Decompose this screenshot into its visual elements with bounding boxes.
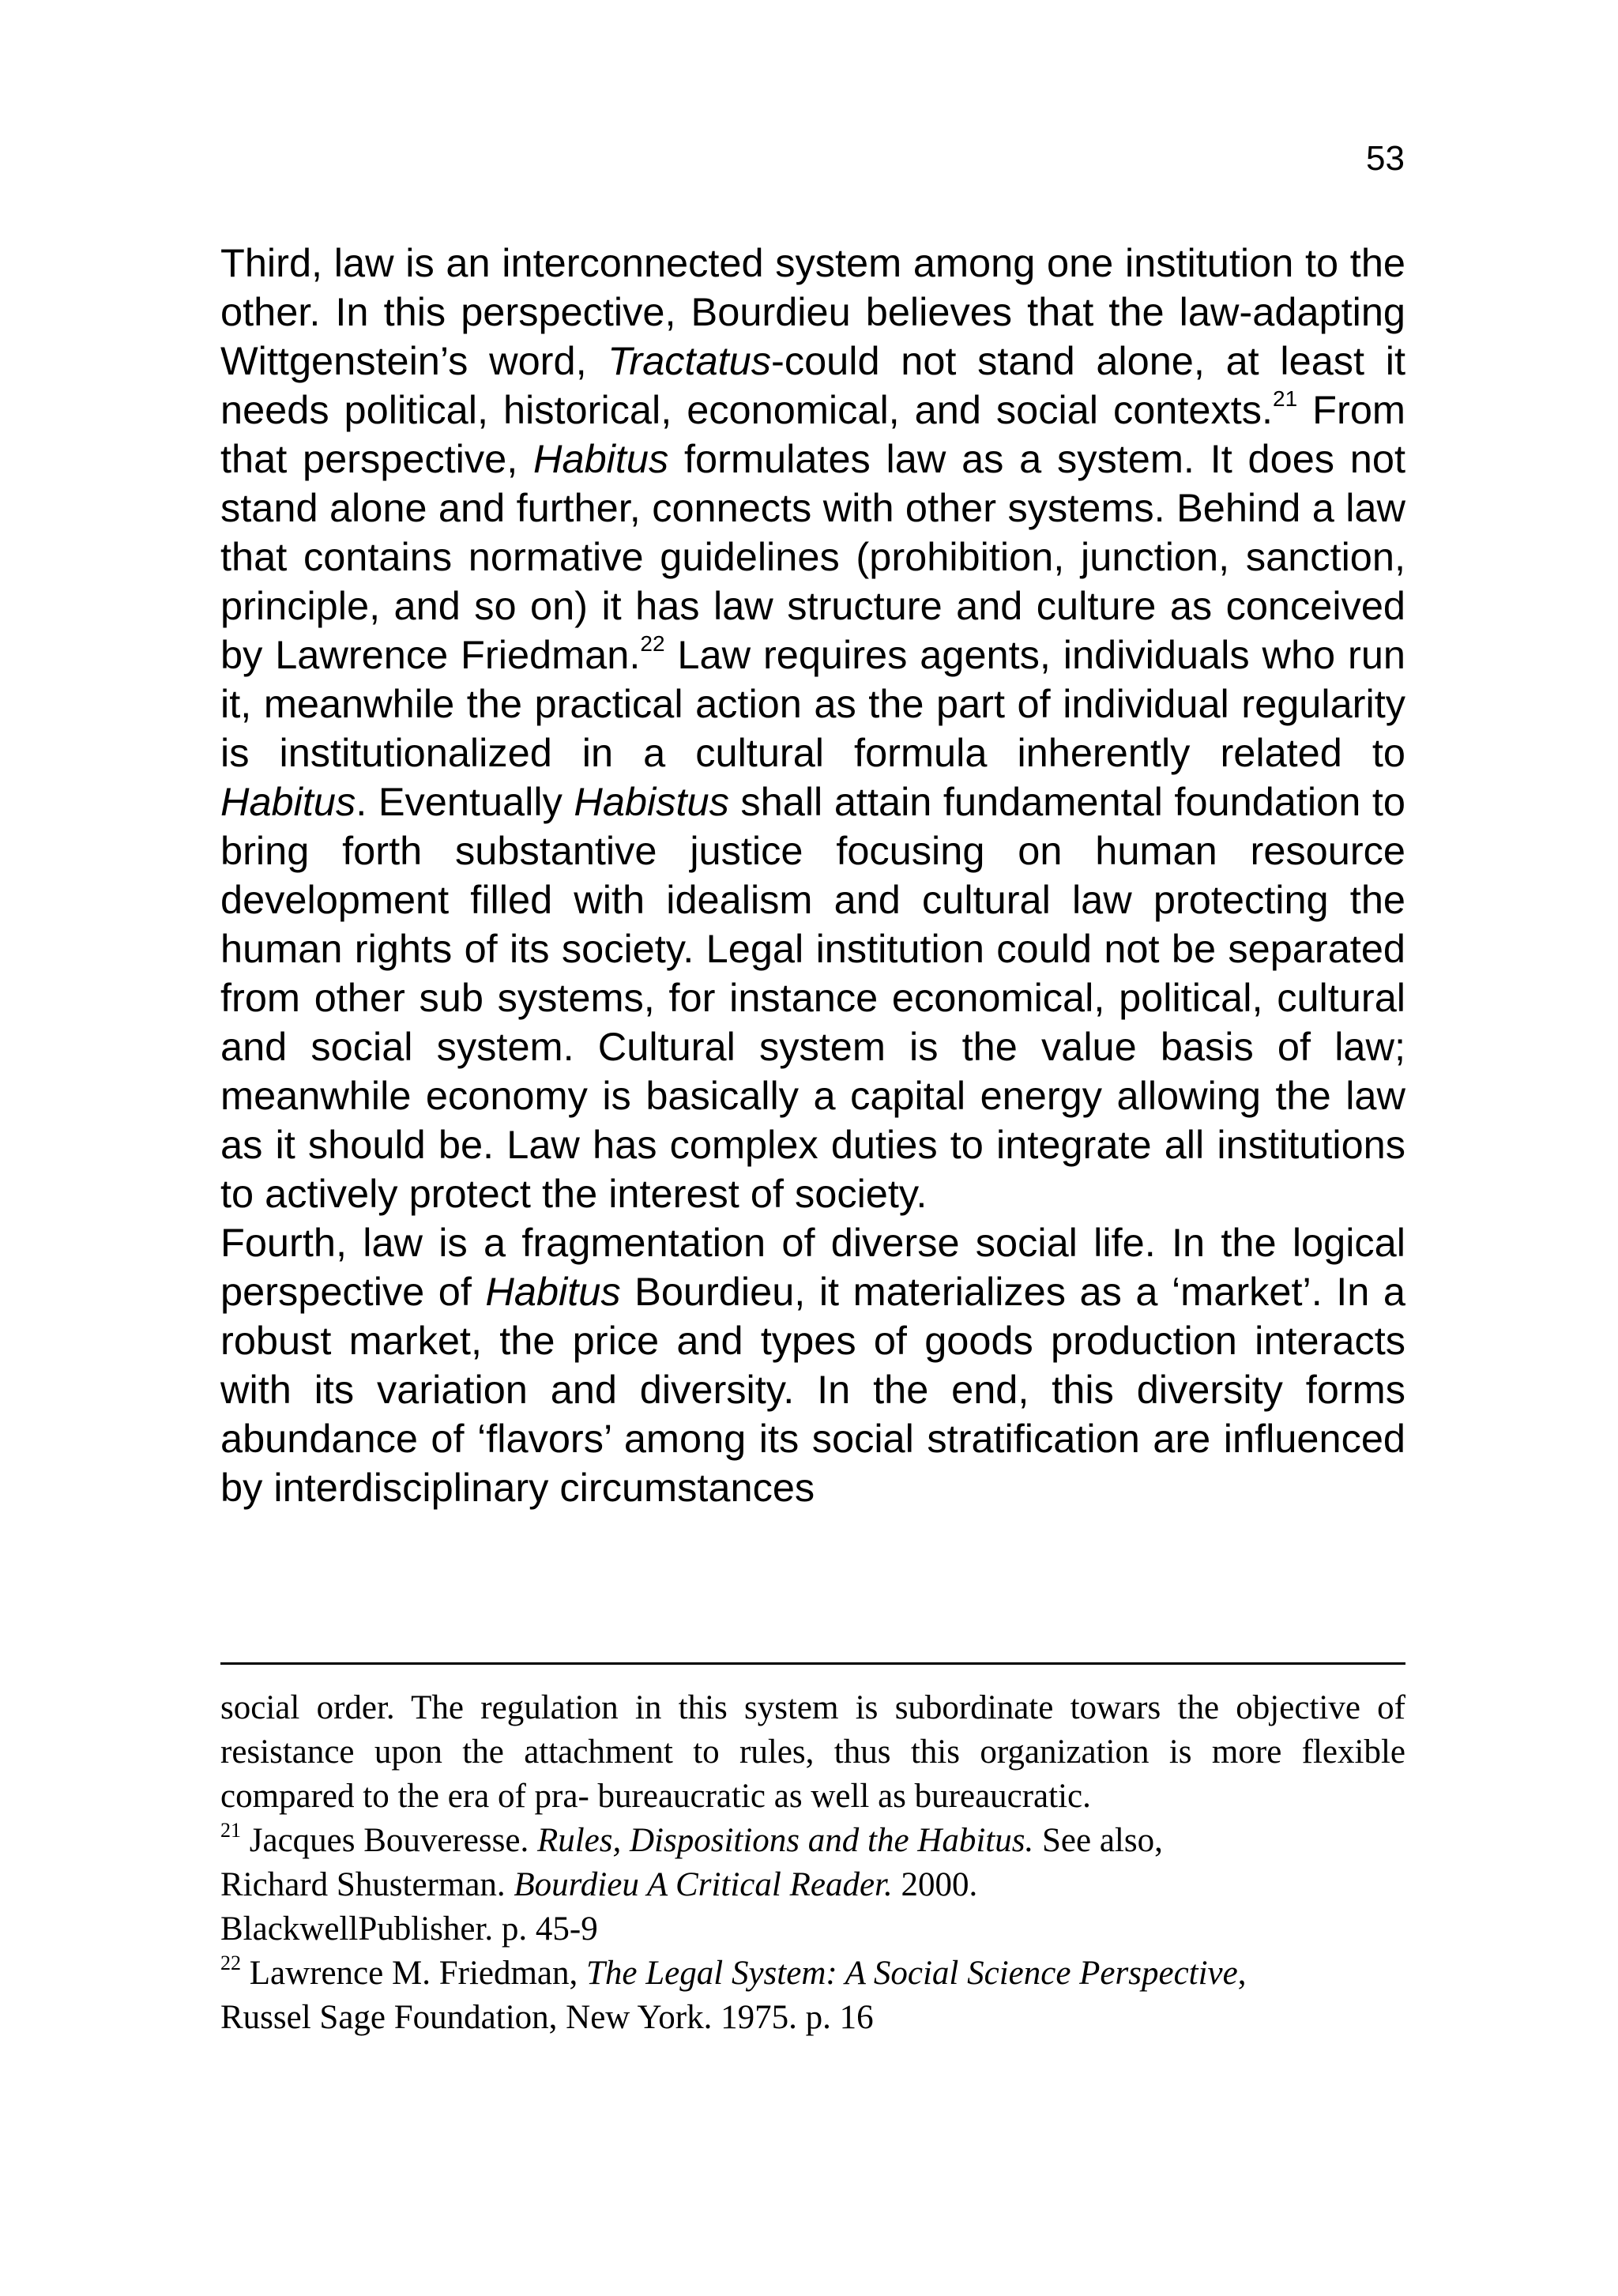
footnote-21-line-3: BlackwellPublisher. p. 45-9 <box>220 1910 598 1948</box>
footnote-21-line-1 <box>220 1819 1405 1863</box>
text-run: Lawrence M. Friedman, <box>241 1955 587 1992</box>
italic-term: Habitus <box>220 779 356 824</box>
text-run: Third, law is an interconnected system among one institution to the other. In this perspective, Bourdieu believes that the law-adapting Wittgenstein’s word, <box>220 240 1405 383</box>
page-number: 53 <box>1366 139 1405 178</box>
italic-title: Bourdieu A Critical Reader. <box>514 1866 893 1903</box>
body-text <box>220 239 1405 1512</box>
text-run: , <box>1237 1955 1247 1992</box>
footnote-ref-21: 21 <box>1273 386 1298 411</box>
footnote-continuation: social order. The regulation in this system is subordinate towars the objective of resistance upon the attachment to rules, thus this organization is more flexible compared to the era of pra- bureaucratic as well as bureaucratic. <box>220 1689 1405 1815</box>
footnote-number: 21 <box>220 1819 241 1842</box>
text-run: Richard Shusterman. <box>220 1866 514 1903</box>
text-run: . Eventually <box>356 779 574 824</box>
footnote-21 <box>220 1819 1405 1952</box>
text-run: Bourdieu, it materializes as a ‘market’. In a robust market, the price and types of goods production interacts with its variation and diversity. In the end, this diversity forms abundance of ‘flavors’ among its social stratification are influenced by interdisciplinary circumstances <box>220 1269 1405 1510</box>
text-run: Jacques Bouveresse. <box>241 1822 537 1859</box>
text-run: Law requires agents, individuals who run it, meanwhile the practical action as the part of individual regularity is institutionalized in a cultural formula inherently related to <box>220 632 1406 775</box>
footnote-22-line-1 <box>220 1952 1405 1996</box>
footnote-22-line-2: Russel Sage Foundation, New York. 1975. p. 16 <box>220 1999 874 2036</box>
footnote-separator <box>220 1662 1405 1665</box>
italic-title: The Legal System: A Social Science Perspective <box>586 1955 1238 1992</box>
text-run: -could not stand alone, at least it needs political, historical, economical, and social contexts. <box>220 338 1405 432</box>
text-run: shall attain fundamental foundation to bring forth substantive justice focusing on human resource development filled with idealism and cultural law protecting the human rights of its society. Legal institution could not be separated from other sub systems, for instance economical, political, cultural and social system. Cultural system is the value basis of law; meanwhile economy is basically a capital energy allowing the law as it should be. Law has complex duties to integrate all institutions to actively protect the interest of society. <box>220 779 1405 1216</box>
footnote-number: 22 <box>220 1952 241 1974</box>
italic-term: Habistus <box>574 779 729 824</box>
paragraph-fourth-point <box>220 1218 1405 1512</box>
footnote-22 <box>220 1952 1405 2040</box>
text-run: Fourth, law is a fragmentation of diverse social life. In the logical perspective of <box>220 1220 1405 1314</box>
italic-term: Habitus <box>533 436 669 481</box>
italic-term: Habitus <box>485 1269 621 1314</box>
text-run: From that perspective, <box>220 387 1405 481</box>
text-run: 2000. <box>892 1866 978 1903</box>
footnotes <box>220 1686 1405 2040</box>
paragraph-third-point <box>220 239 1405 1218</box>
footnote-ref-22: 22 <box>640 631 665 656</box>
italic-title: Rules, Dispositions and the Habitus. <box>536 1822 1034 1859</box>
text-run: formulates law as a system. It does not stand alone and further, connects with other systems. Behind a law that contains normative guidelines (prohibition, junction, sanction, principle, and so on) it has law structure and culture as conceived by Lawrence Friedman. <box>220 436 1405 677</box>
text-run: See also, <box>1033 1822 1163 1859</box>
footnote-21-line-2 <box>220 1863 1405 1907</box>
italic-term: Tractatus <box>608 338 772 383</box>
